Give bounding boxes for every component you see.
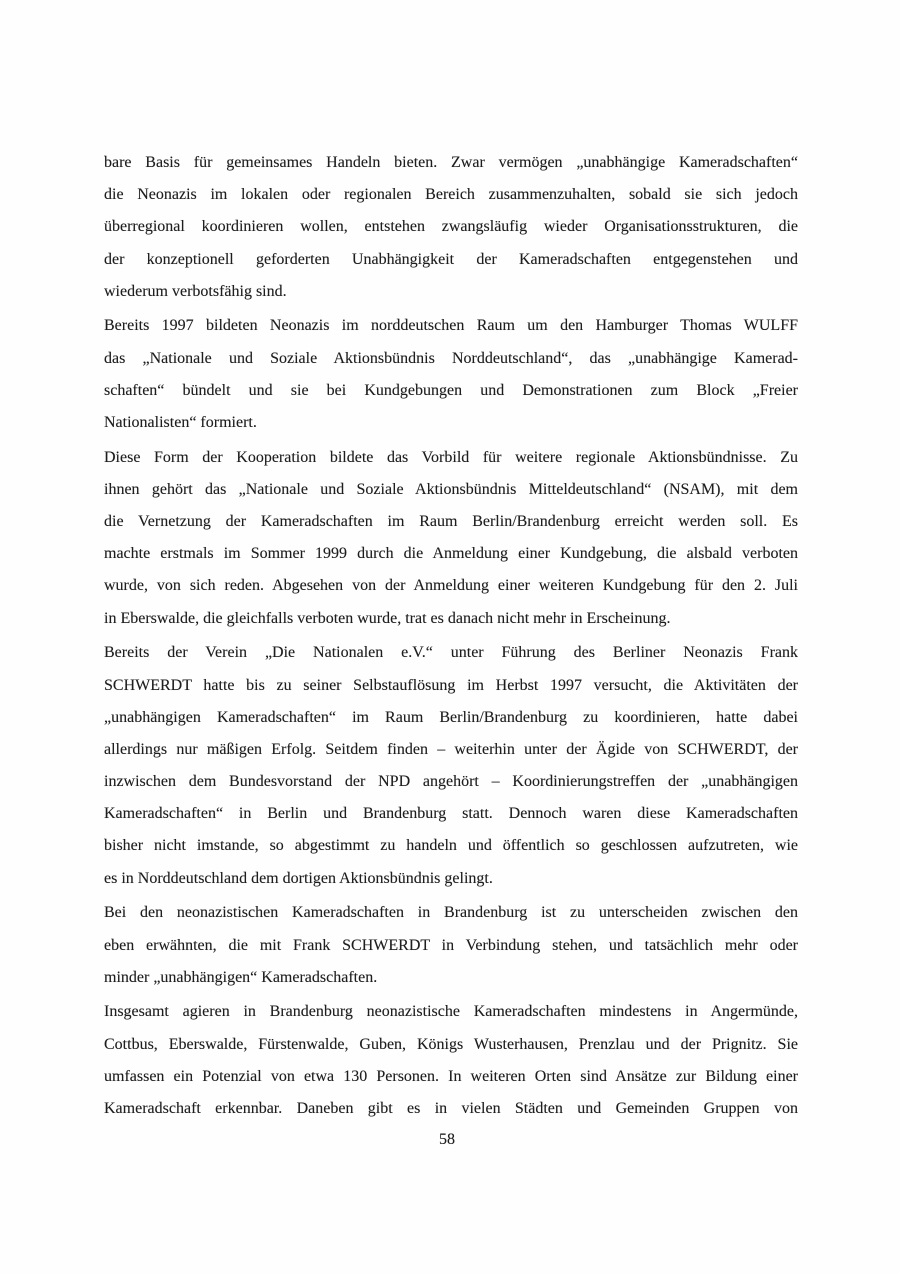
text-line: Nationalisten“ formiert. (104, 414, 257, 431)
text-line: die Vernetzung der Kameradschaften im Raum Berlin/Brandenburg erreicht werden soll. Es (104, 513, 798, 531)
text-line: es in Norddeutschland dem dortigen Aktionsbündnis gelingt. (104, 869, 493, 887)
text-line: eben erwähnten, die mit Frank SCHWERDT in Verbindung stehen, und tatsächlich mehr oder (104, 936, 798, 954)
paragraph (104, 996, 798, 1125)
text-line: ihnen gehört das „Nationale und Soziale Aktionsbündnis Mitteldeutschland“ (NSAM), mit dem (104, 480, 798, 498)
text-line: Cottbus, Eberswalde, Fürstenwalde, Guben, Königs Wusterhausen, Prenzlau und der Prignitz. Sie (104, 1035, 798, 1053)
text-line: machte erstmals im Sommer 1999 durch die Anmeldung einer Kundgebung, die alsbald verboten (104, 545, 798, 563)
text-line: in Eberswalde, die gleichfalls verboten wurde, trat es danach nicht mehr in Erscheinung. (104, 609, 671, 627)
text-line: inzwischen dem Bundesvorstand der NPD angehört – Koordinierungstreffen der „unabhängigen (104, 773, 798, 791)
text-line: schaften“ bündelt und sie bei Kundgebungen und Demonstrationen zum Block „Freier (104, 381, 798, 399)
text-line: SCHWERDT hatte bis zu seiner Selbstauflösung im Herbst 1997 versucht, die Aktivitäten der (104, 676, 798, 694)
text-line: wurde, von sich reden. Abgesehen von der Anmeldung einer weiteren Kundgebung für den 2. Juli (104, 577, 798, 595)
text-line: Bereits 1997 bildeten Neonazis im norddeutschen Raum um den Hamburger Thomas WULFF (104, 317, 798, 335)
paragraph (104, 637, 798, 895)
paragraph (104, 897, 798, 994)
page-number: 58 (439, 1131, 455, 1148)
text-line: das „Nationale und Soziale Aktionsbündnis Norddeutschland“, das „unabhängige Kamerad- (104, 349, 798, 367)
text-line: Diese Form der Kooperation bildete das Vorbild für weitere regionale Aktionsbündnisse. Zu (104, 448, 798, 466)
text-line: Bei den neonazistischen Kameradschaften in Brandenburg ist zu unterscheiden zwischen den (104, 904, 798, 922)
text-line: „unabhängigen Kameradschaften“ im Raum Berlin/Brandenburg zu koordinieren, hatte dabei (104, 708, 798, 726)
text-line: minder „unabhängigen“ Kameradschaften. (104, 968, 378, 986)
text-line: Kameradschaft erkennbar. Daneben gibt es in vielen Städten und Gemeinden Gruppen von (104, 1099, 798, 1117)
text-line: Insgesamt agieren in Brandenburg neonazistische Kameradschaften mindestens in Angermünde, (104, 1003, 798, 1021)
text-line: bare Basis für gemeinsames Handeln bieten. Zwar vermögen „unabhängige Kameradschaften“ (104, 154, 798, 171)
paragraph (104, 310, 798, 439)
text-line: Bereits der Verein „Die Nationalen e.V.“ unter Führung des Berliner Neonazis Frank (104, 644, 798, 662)
text-line: umfassen ein Potenzial von etwa 130 Personen. In weiteren Orten sind Ansätze zur Bildung einer (104, 1067, 798, 1085)
paragraph (104, 147, 798, 308)
paragraph (104, 442, 798, 635)
text-line: der konzeptionell geforderten Unabhängigkeit der Kameradschaften entgegenstehen und (104, 250, 798, 268)
text-line: die Neonazis im lokalen oder regionalen Bereich zusammenzuhalten, sobald sie sich jedoch (104, 186, 798, 204)
text-line: wiederum verbotsfähig sind. (104, 282, 287, 300)
text-line: bisher nicht imstande, so abgestimmt zu handeln und öffentlich so geschlossen aufzutreten, wie (104, 837, 798, 855)
text-line: überregional koordinieren wollen, entstehen zwangsläufig wieder Organisationsstrukturen, die (104, 218, 798, 236)
body-text (104, 147, 798, 1128)
text-line: allerdings nur mäßigen Erfolg. Seitdem finden – weiterhin unter der Ägide von SCHWERDT, der (104, 740, 798, 758)
text-line: Kameradschaften“ in Berlin und Brandenburg statt. Dennoch waren diese Kameradschaften (104, 805, 798, 823)
